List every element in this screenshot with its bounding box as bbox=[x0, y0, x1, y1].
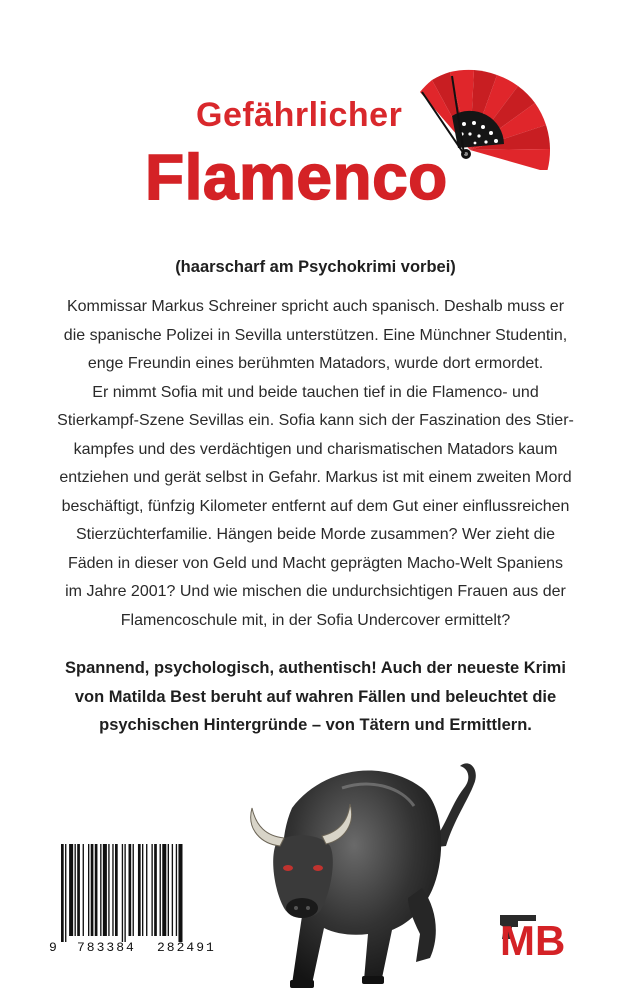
blurb-line: die spanische Polizei in Sevilla unterstützen. Eine Münchner Studentin, bbox=[63, 326, 568, 344]
barcode-bars-icon bbox=[47, 844, 232, 942]
subtitle: (haarscharf am Psychokrimi vorbei) bbox=[175, 258, 456, 276]
barcode-bar bbox=[124, 844, 125, 942]
blurb-line: Fäden in dieser von Geld und Macht geprägten Macho-Welt Spaniens bbox=[67, 554, 564, 572]
barcode-digits-right: 282491 bbox=[157, 940, 216, 955]
barcode-bar bbox=[162, 844, 166, 936]
barcode-bar bbox=[83, 844, 84, 936]
barcode-bar bbox=[103, 844, 107, 936]
blurb-line: im Jahre 2001? Und wie mischen die undurchsichtigen Frauen aus der bbox=[65, 583, 566, 600]
barcode-bar bbox=[100, 844, 101, 936]
barcode-bar bbox=[91, 844, 94, 936]
barcode-bar bbox=[151, 844, 152, 936]
tagline-text bbox=[40, 654, 591, 740]
logo-text: MB bbox=[500, 917, 566, 961]
blurb-line: kampfes und des verdächtigen und charismatischen Matadors kaum bbox=[73, 440, 558, 458]
barcode-bar bbox=[112, 844, 113, 936]
barcode-bar bbox=[108, 844, 109, 936]
barcode-bar bbox=[115, 844, 118, 936]
title-line-2: Flamenco bbox=[145, 141, 448, 213]
tagline-line: Spannend, psychologisch, authentisch! Auch der neueste Krimi bbox=[65, 659, 566, 677]
blurb-line: enge Freundin eines berühmten Matadors, wurde dort ermordet. bbox=[87, 355, 544, 372]
barcode-bar bbox=[168, 844, 169, 936]
barcode-bar bbox=[95, 844, 98, 936]
title-line-1: Gefährlicher bbox=[196, 96, 403, 134]
barcode-bar bbox=[75, 844, 76, 936]
tagline-line: psychischen Hintergründe – von Tätern und Ermittlern. bbox=[99, 716, 532, 734]
barcode-bar bbox=[61, 844, 64, 942]
barcode-bar bbox=[129, 844, 132, 936]
barcode-bar bbox=[77, 844, 80, 936]
blurb-line: Flamencoschule mit, in der Sofia Undercover ermittelt? bbox=[120, 611, 511, 629]
barcode-bar bbox=[172, 844, 173, 936]
blurb-line: Stierkampf-Szene Sevillas ein. Sofia kann sich der Faszination des Stier- bbox=[57, 412, 574, 429]
barcode-bar bbox=[176, 844, 177, 936]
barcode-digit-first: 9 bbox=[49, 940, 57, 955]
barcode-bar bbox=[146, 844, 147, 936]
flamenco-fan-icon bbox=[410, 40, 570, 170]
barcode-bar bbox=[88, 844, 89, 936]
barcode-bar bbox=[122, 844, 123, 942]
barcode-bar bbox=[138, 844, 141, 936]
barcode-bar bbox=[160, 844, 161, 936]
barcode-bar bbox=[154, 844, 157, 936]
bull-illustration-icon bbox=[232, 748, 492, 1000]
blurb-line: Kommissar Markus Schreiner spricht auch spanisch. Deshalb muss er bbox=[66, 298, 565, 315]
blurb-text bbox=[50, 293, 581, 635]
blurb-line: entziehen und gerät selbst in Gefahr. Markus ist mit einem zweiten Mord bbox=[59, 469, 572, 486]
barcode-bar bbox=[69, 844, 73, 936]
barcode-bar bbox=[65, 844, 66, 942]
publisher-logo bbox=[496, 905, 592, 961]
blurb-line: beschäftigt, fünfzig Kilometer entfernt auf dem Gut einer einflussreichen bbox=[61, 497, 570, 515]
tagline-line: von Matilda Best beruht auf wahren Fällen und beleuchtet die bbox=[74, 687, 557, 706]
blurb-line: Stierzüchterfamilie. Hängen beide Morde zusammen? Wer zieht die bbox=[75, 526, 556, 543]
barcode-bar bbox=[142, 844, 143, 936]
barcode-bar bbox=[178, 844, 182, 942]
isbn-barcode bbox=[47, 840, 232, 960]
barcode-digits-left: 783384 bbox=[77, 940, 136, 955]
blurb-line: Er nimmt Sofia mit und beide tauchen tief in die Flamenco- und bbox=[92, 383, 539, 401]
barcode-bar bbox=[133, 844, 134, 936]
